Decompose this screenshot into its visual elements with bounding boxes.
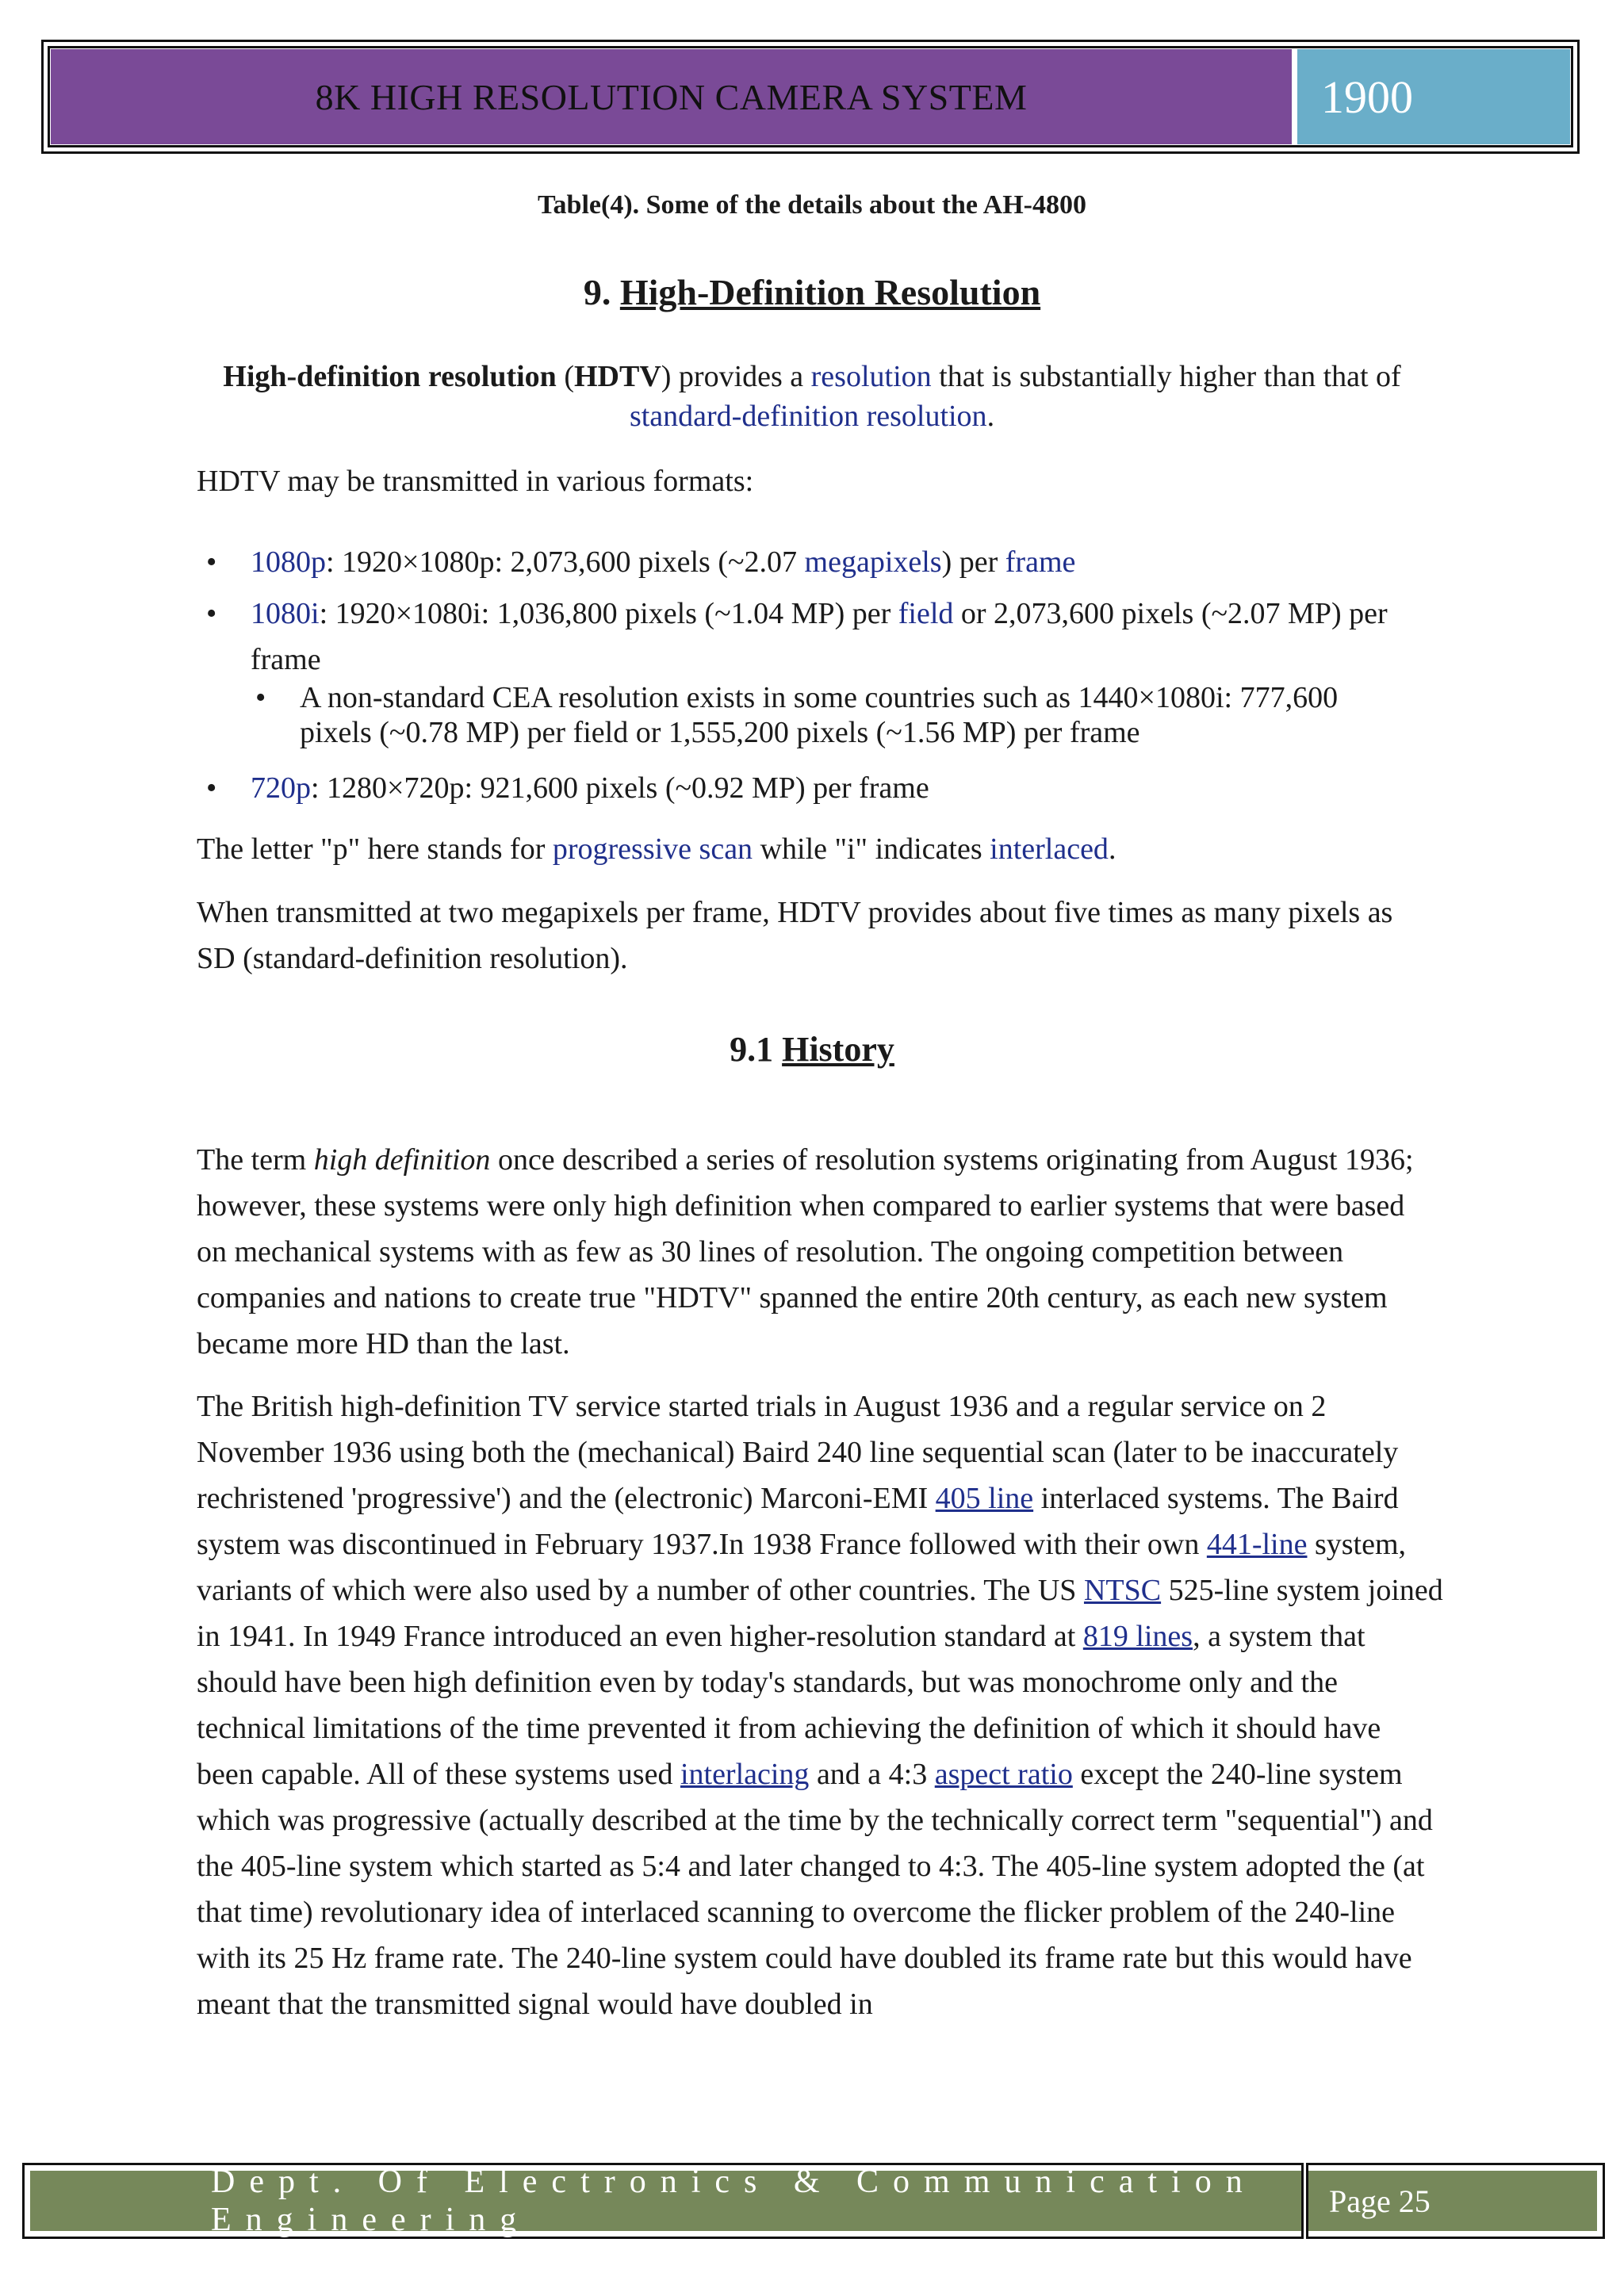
footer-page-number: Page 25 [1308, 2171, 1597, 2231]
letter-text-1: The letter "p" here stands for [197, 832, 553, 866]
hist2-text-7: except the 240-line system which was progressive (actually described at the time by the technically correct term "sequential") and the 405-line system which started as 5:4 and later changed to 4:3. The 405-line system adopted the (at that time) revolutionary idea of interlaced scanning to overcome the flicker problem of the 240-line with its 25 Hz frame rate. The 240-line system could have doubled its frame rate but this would have meant that the transmitted signal would have doubled in [197, 1758, 1433, 2021]
link-aspect-ratio[interactable]: aspect ratio [934, 1758, 1073, 1791]
link-standard-definition[interactable]: standard-definition resolution [629, 400, 987, 433]
intro-abbr: HDTV [573, 360, 661, 393]
paragraph-letter [197, 826, 1434, 872]
link-progressive-scan[interactable]: progressive scan [552, 832, 753, 866]
hist2-text-1: The British high-definition TV service started trials in August 1936 and a regular service on 2 November 1936 using both the (mechanical) Baird 240 line sequential scan (later to be inaccurately rechristened 'progressive') and the (electronic) Marconi-EMI [197, 1390, 1399, 1515]
link-resolution[interactable]: resolution [810, 360, 932, 393]
hist2-text-2: interlaced systems. The Baird system was discontinued in February 1937.In 1938 France followed with their own [197, 1482, 1399, 1561]
formats-lead: HDTV may be transmitted in various formats: [197, 465, 754, 498]
link-1080i[interactable]: 1080i [251, 597, 320, 630]
b1-text: : 1920×1080p: 2,073,600 pixels (~2.07 [326, 545, 805, 579]
bullet-dot-icon: • [206, 597, 217, 630]
footer-separator [1301, 2163, 1308, 2239]
letter-text-3: . [1108, 832, 1116, 866]
link-frame[interactable]: frame [1005, 545, 1076, 579]
link-megapixels[interactable]: megapixels [804, 545, 942, 579]
hist1-text-1: The term [197, 1143, 314, 1177]
hist1-emphasis: high definition [313, 1143, 491, 1177]
table-caption: Table(4). Some of the details about the AH-4800 [538, 190, 1086, 220]
b2-text: : 1920×1080i: 1,036,800 pixels (~1.04 MP) per [319, 597, 898, 630]
hist2-text-6: and a 4:3 [809, 1758, 935, 1791]
header-title: 8K HIGH RESOLUTION CAMERA SYSTEM [51, 49, 1292, 144]
footer-department: Dept. Of Electronics & Communication Engineering [30, 2171, 1301, 2231]
bullet-dot-icon: • [255, 681, 266, 714]
b1-text-2: ) per [941, 545, 1005, 579]
hist2-text-5: , a system that should have been high definition even by today's standards, but was monochrome only and the technical limitations of the time prevented it from achieving the definition of which it should have been capable. All of these systems used [197, 1620, 1381, 1791]
section-9-heading [0, 271, 1624, 313]
intro-term: High-definition resolution [223, 360, 557, 393]
link-interlacing[interactable]: interlacing [680, 1758, 810, 1791]
header-year: 1900 [1297, 49, 1570, 144]
intro-text-2: that is substantially higher than that of [931, 360, 1401, 393]
section-91-heading [0, 1029, 1624, 1070]
link-441-line[interactable]: 441-line [1206, 1528, 1308, 1561]
link-ntsc[interactable]: NTSC [1083, 1574, 1162, 1607]
hist2-text-4: 525-line system joined in 1941. In 1949 France introduced an even higher-resolution standard at [197, 1574, 1443, 1653]
bullet-dot-icon: • [206, 771, 217, 805]
link-interlaced[interactable]: interlaced [990, 832, 1109, 866]
link-1080p[interactable]: 1080p [251, 545, 326, 579]
link-405-line[interactable]: 405 line [935, 1482, 1034, 1515]
hist1-text-2: once described a series of resolution systems originating from August 1936; however, these systems were only high definition when compared to earlier systems that were based on mechanical systems with as few as 30 lines of resolution. The ongoing competition between companies and nations to create true "HDTV" spanned the entire 20th century, as each new system became more HD than the last. [197, 1143, 1414, 1360]
link-819-lines[interactable]: 819 lines [1082, 1620, 1193, 1653]
b3-text: : 1280×720p: 921,600 pixels (~0.92 MP) per frame [311, 771, 929, 805]
intro-text-1: provides a [671, 360, 811, 393]
section-9-title: High-Definition Resolution [619, 272, 1041, 312]
link-field[interactable]: field [898, 597, 954, 630]
sub-item-text: A non-standard CEA resolution exists in some countries such as 1440×1080i: 777,600 pixels (~0.78 MP) per field or 1,555,200 pixels (~1.56 MP) per frame [300, 681, 1339, 749]
intro-text-3: . [986, 400, 995, 433]
letter-text-2: while "i" indicates [753, 832, 990, 866]
section-91-number: 9.1 [730, 1030, 774, 1069]
bullet-dot-icon: • [206, 545, 217, 579]
intro-paragraph: High-definition resolution (HDTV) provides a resolution that is substantially higher than that of standard-definition resolution. [223, 360, 1401, 433]
b2-text-2: or 2,073,600 pixels (~2.07 MP) per frame [251, 597, 1388, 676]
paragraph-megapixels: When transmitted at two megapixels per frame, HDTV provides about five times as many pixels as SD (standard-definition resolution). [197, 896, 1393, 975]
link-720p[interactable]: 720p [251, 771, 311, 805]
hist2-text-3: system, variants of which were also used by a number of other countries. The US [197, 1528, 1407, 1607]
history-paragraph-1 [197, 1137, 1434, 1367]
history-paragraph-2 [197, 1383, 1443, 2027]
section-9-number: 9. [583, 272, 611, 312]
section-91-title: History [782, 1030, 894, 1069]
